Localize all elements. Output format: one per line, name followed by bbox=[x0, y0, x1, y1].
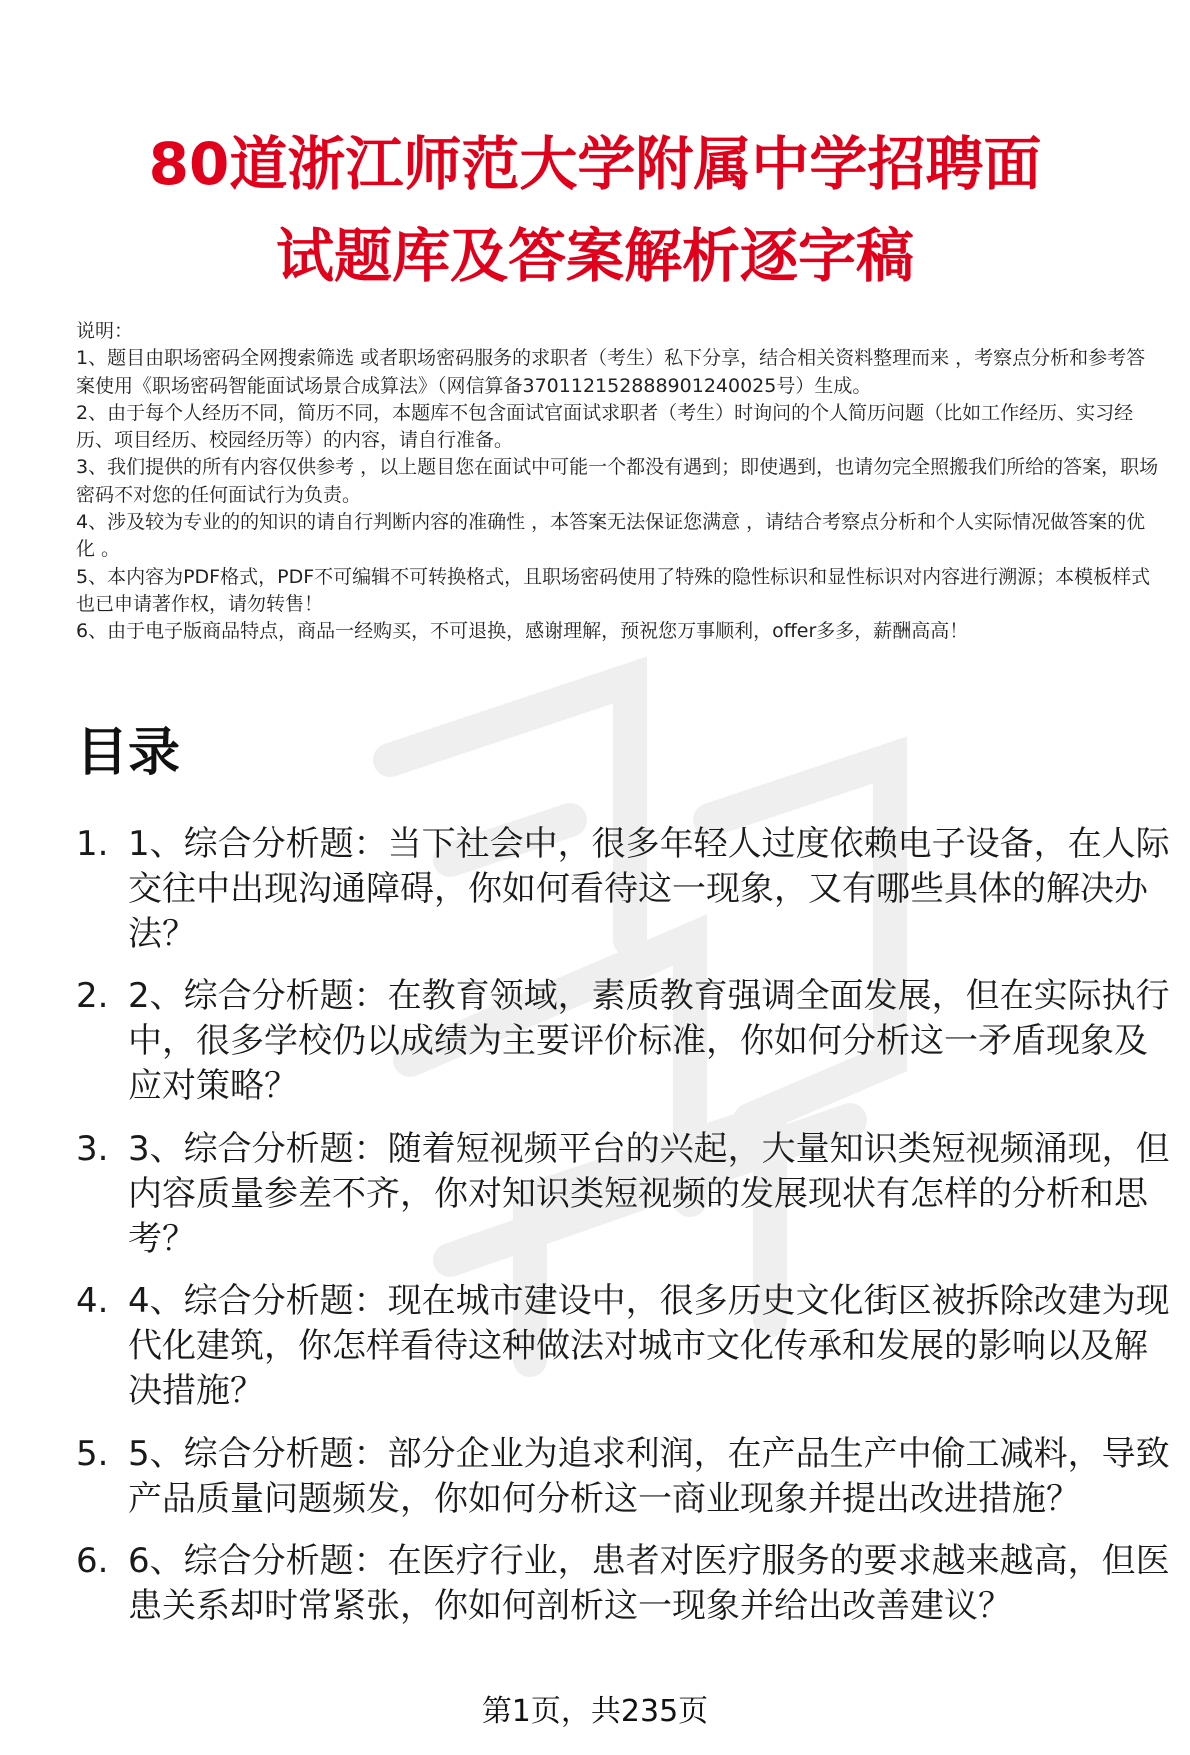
toc-item-text: 3、综合分析题：随着短视频平台的兴起，大量知识类短视频涌现，但内容质量参差不齐，你对知识类短视频的发展现状有怎样的分析和思考？ bbox=[128, 1128, 1170, 1259]
toc-item-number: 5. bbox=[76, 1433, 109, 1474]
toc-item-text: 2、综合分析题：在教育领域，素质教育强调全面发展，但在实际执行中，很多学校仍以成绩为主要评价标准，你如何分析这一矛盾现象及应对策略？ bbox=[128, 976, 1170, 1107]
instruction-item-1: 1、题目由职场密码全网搜索筛选 或者职场密码服务的求职者（考生）私下分享，结合相关资料整理而来 ，考察点分析和参考答案使用《职场密码智能面试场景合成算法》（网信算备370112152888901240025号）生成。 bbox=[76, 347, 1146, 397]
toc-item[interactable] bbox=[76, 974, 1174, 1109]
toc-item-number: 2. bbox=[76, 976, 109, 1017]
toc-heading: 目录 bbox=[76, 723, 181, 783]
instructions-heading: 说明： bbox=[76, 320, 134, 342]
instruction-item-5: 5、本内容为PDF格式，PDF不可编辑不可转换格式，且职场密码使用了特殊的隐性标识和显性标识对内容进行溯源；本模板样式也已申请著作权，请勿转售！ bbox=[76, 565, 1151, 615]
title-line-1: 80道浙江师范大学附属中学招聘面 bbox=[148, 130, 1042, 198]
toc-item[interactable] bbox=[76, 822, 1174, 957]
toc-item[interactable] bbox=[76, 1432, 1174, 1522]
toc-item[interactable] bbox=[76, 1127, 1174, 1262]
instruction-item-6: 6、由于电子版商品特点，商品一经购买，不可退换，感谢理解，预祝您万事顺利，offer多多，薪酬高高！ bbox=[76, 620, 969, 643]
toc-item-number: 3. bbox=[76, 1128, 109, 1169]
toc-item[interactable] bbox=[76, 1279, 1174, 1414]
toc-item-number: 6. bbox=[76, 1540, 109, 1581]
instructions-section bbox=[76, 318, 1162, 646]
page-footer: 第1页，共235页 bbox=[481, 1694, 709, 1729]
title-line-2: 试题库及答案解析逐字稿 bbox=[275, 222, 914, 290]
toc-item-text: 4、综合分析题：现在城市建设中，很多历史文化街区被拆除改建为现代化建筑，你怎样看待这种做法对城市文化传承和发展的影响以及解决措施？ bbox=[128, 1281, 1170, 1412]
document-title bbox=[60, 118, 1130, 302]
toc-item-text: 5、综合分析题：部分企业为追求利润，在产品生产中偷工减料，导致产品质量问题频发，你如何分析这一商业现象并提出改进措施？ bbox=[128, 1433, 1170, 1519]
instruction-item-3: 3、我们提供的所有内容仅供参考 ，以上题目您在面试中可能一个都没有遇到；即使遇到，也请勿完全照搬我们所给的答案，职场密码不对您的任何面试行为负责。 bbox=[76, 456, 1159, 506]
toc-item-number: 4. bbox=[76, 1281, 109, 1322]
toc-item-number: 1. bbox=[76, 824, 109, 864]
toc-item-text: 1、综合分析题：当下社会中，很多年轻人过度依赖电子设备，在人际交往中出现沟通障碍，你如何看待这一现象，又有哪些具体的解决办法？ bbox=[128, 824, 1170, 954]
table-of-contents bbox=[76, 822, 1174, 1646]
toc-item[interactable] bbox=[76, 1539, 1174, 1629]
instruction-item-4: 4、涉及较为专业的的知识的请自行判断内容的准确性 ，本答案无法保证您满意 ，请结合考察点分析和个人实际情况做答案的优化 。 bbox=[76, 511, 1146, 561]
toc-item-text: 6、综合分析题：在医疗行业，患者对医疗服务的要求越来越高，但医患关系却时常紧张，你如何剖析这一现象并给出改善建议？ bbox=[128, 1540, 1170, 1626]
instruction-item-2: 2、由于每个人经历不同，简历不同，本题库不包含面试官面试求职者（考生）时询问的个人简历问题（比如工作经历、实习经历、项目经历、校园经历等）的内容，请自行准备。 bbox=[76, 401, 1134, 452]
